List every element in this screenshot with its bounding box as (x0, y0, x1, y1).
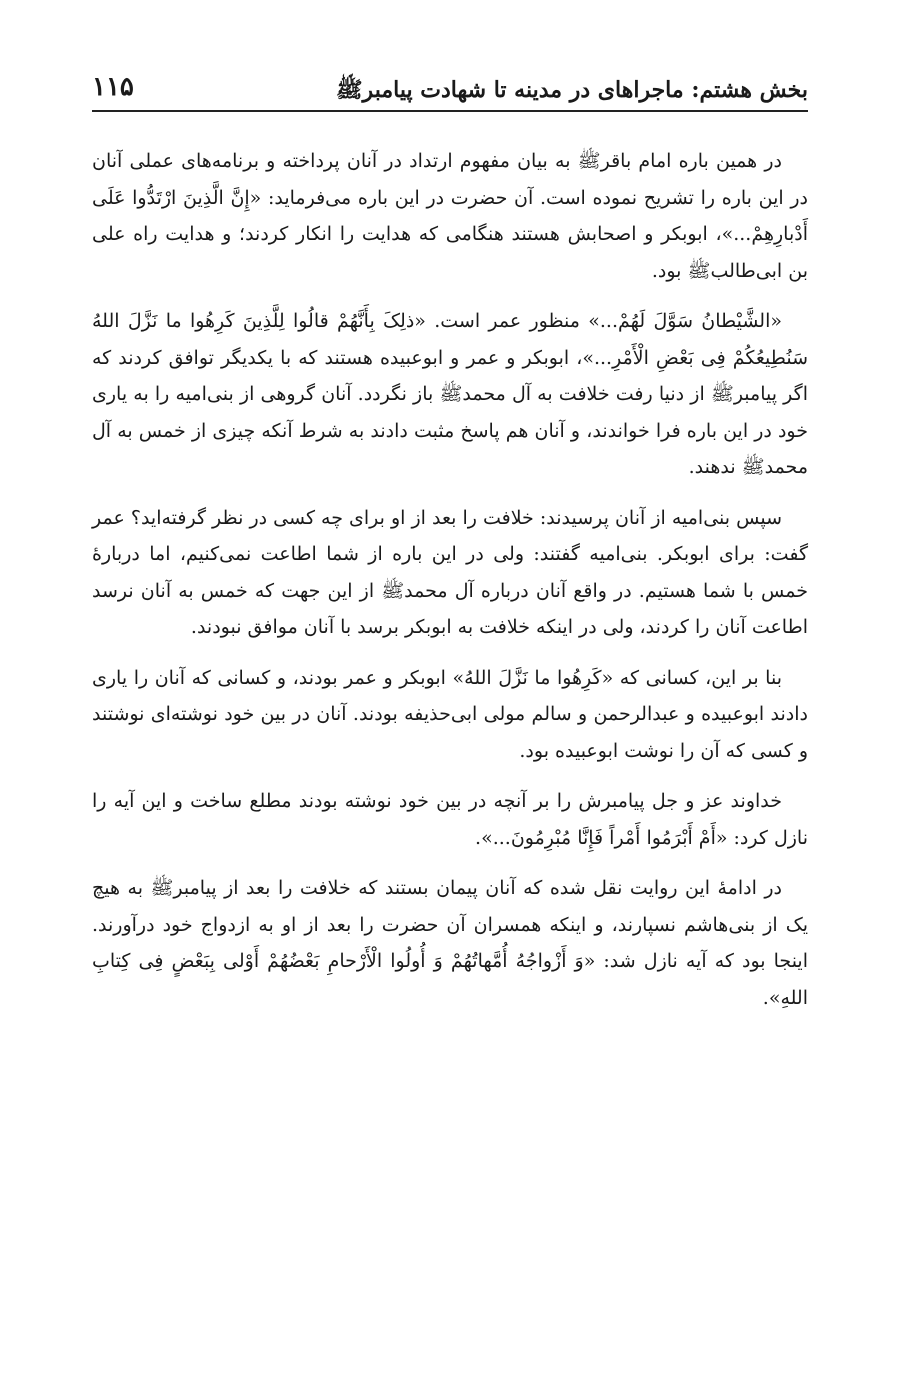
paragraph-3: سپس بنی‌امیه از آنان پرسیدند: خلافت را بعد از او برای چه کسی در نظر گرفته‌اید؟ عمر گفت: برای ابوبکر. بنی‌امیه گفتند: ولی در این باره از شما اطاعت نمی‌کنیم، اما دربارهٔ خمس با شما هستیم. در واقع آنان درباره آل محمدﷺ از این جهت که خمس به آنان نرسد اطاعت آنان را کردند، ولی در اینکه خلافت به ابوبکر برسد با آنان موافق نبودند. (92, 506, 808, 638)
body-text (92, 143, 808, 1030)
page-number: ۱۱۵ (92, 72, 134, 102)
chapter-title: بخش هشتم: ماجراهای در مدینه تا شهادت پیامبرﷺ (335, 77, 808, 103)
paragraph-1: در همین باره امام باقرﷺ به بیان مفهوم ارتداد در آنان پرداخته و برنامه‌های عملی آنان در این باره را تشریح نموده است. آن حضرت در این باره می‌فرماید: «إِنَّ الَّذِینَ ارْتَدُّوا عَلَى أَدْبارِهِمْ...»، ابوبکر و اصحابش هستند هنگامی که هدایت را انکار کردند؛ و هدایت راه علی بن ابی‌طالبﷺ بود. (92, 150, 808, 282)
paragraph-5: خداوند عز و جل پیامبرش را بر آنچه در بین خود نوشته بودند مطلع ساخت و این آیه را نازل کرد: «أَمْ أَبْرَمُوا أَمْراً فَإِنَّا مُبْرِمُونَ...». (92, 790, 808, 849)
running-header (92, 66, 808, 112)
paragraph-4: بنا بر این، کسانی که «کَرِهُوا ما نَزَّلَ اللهُ» ابوبکر و عمر بودند، و کسانی که آنان را یاری دادند ابوعبیده و عبدالرحمن و سالم مولی ابی‌حذیفه بودند. آنان در بین خود نوشته‌ای نوشتند و کسی که آن را نوشت ابوعبیده بود. (92, 666, 808, 762)
paragraph-6: در ادامهٔ این روایت نقل شده که آنان پیمان بستند که خلافت را بعد از پیامبرﷺ به هیچ یک از بنی‌هاشم نسپارند، و اینکه همسران آن حضرت را بعد از او به ازدواج خود درآورند. اینجا بود که آیه نازل شد: «وَ أَزْواجُهُ أُمَّهاتُهُمْ وَ أُولُوا الْأَرْحامِ بَعْضُهُمْ أَوْلى بِبَعْضٍ فِی کِتابِ اللهِ». (92, 877, 808, 1009)
book-page (92, 0, 808, 1390)
paragraph-2: «الشَّیْطانُ سَوَّلَ لَهُمْ...» منظور عمر است. «ذلِکَ بِأَنَّهُمْ قالُوا لِلَّذِینَ کَرِهُوا ما نَزَّلَ اللهُ سَنُطِیعُکُمْ فِی بَعْضِ الْأَمْرِ...»، ابوبکر و عمر و ابوعبیده هستند که با یکدیگر توافق کردند که اگر پیامبرﷺ از دنیا رفت خلافت به آل محمدﷺ باز نگردد. آنان گروهی از بنی‌امیه را به یاری خود در این باره فرا خواندند، و آنان هم پاسخ مثبت دادند به شرط آنکه چیزی از خمس به آل محمدﷺ ندهند. (92, 310, 808, 478)
